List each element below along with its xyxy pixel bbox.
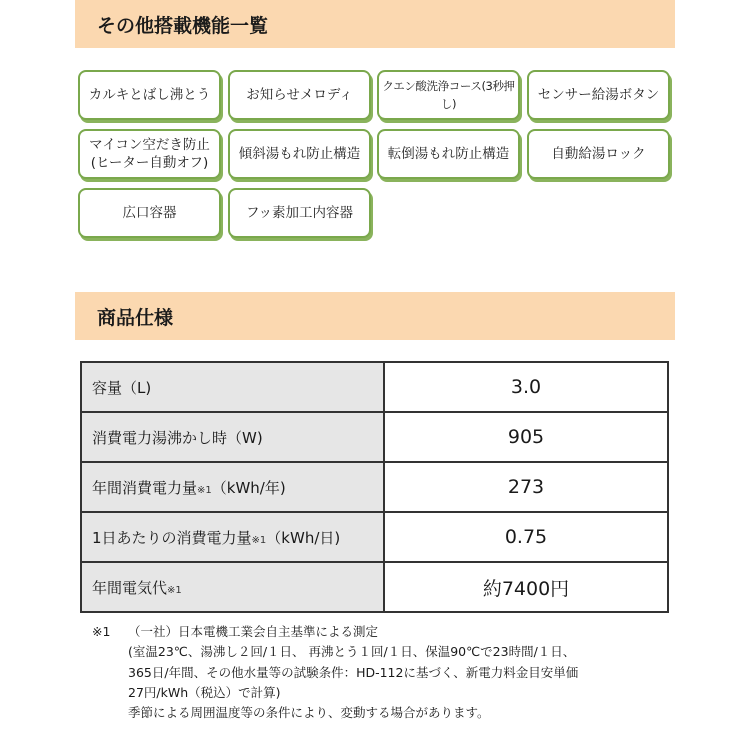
spec-value: 0.75 xyxy=(384,512,668,562)
features-section-title xyxy=(75,0,675,48)
feature-badge: 傾斜湯もれ防止構造 xyxy=(228,129,371,179)
footnote xyxy=(92,622,652,723)
spec-value: 3.0 xyxy=(384,362,668,412)
table-row xyxy=(81,412,668,462)
feature-badge: 広口容器 xyxy=(78,188,221,238)
feature-badge: フッ素加工内容器 xyxy=(228,188,371,238)
note-mark: ※1 xyxy=(197,484,212,496)
spec-value: 905 xyxy=(384,412,668,462)
feature-badge: 転倒湯もれ防止構造 xyxy=(377,129,520,179)
feature-badge: マイコン空だき防止 (ヒーター自動オフ) xyxy=(78,129,221,179)
table-row xyxy=(81,362,668,412)
footnote-ref: ※1 xyxy=(92,624,111,639)
footnote-line: ※1 （一社）日本電機工業会自主基準による測定 xyxy=(92,622,652,642)
spec-label: 年間消費電力量※1（kWh/年) xyxy=(81,462,384,512)
note-mark: ※1 xyxy=(167,584,182,596)
spec-value: 273 xyxy=(384,462,668,512)
feature-badge: お知らせメロディ xyxy=(228,70,371,120)
specs-title-text: 商品仕様 xyxy=(97,306,174,329)
table-row xyxy=(81,512,668,562)
spec-value: 約7400円 xyxy=(384,562,668,612)
specs-section-title xyxy=(75,292,675,340)
spec-label: 消費電力湯沸かし時（W) xyxy=(81,412,384,462)
feature-badge: 自動給湯ロック xyxy=(527,129,670,179)
table-row xyxy=(81,562,668,612)
feature-badge: クエン酸洗浄コース(3秒押し) xyxy=(377,70,520,120)
footnote-line: 365日/年間、その他水量等の試験条件：HD-112に基づく、新電力料金目安単価 xyxy=(128,664,579,680)
specs-table xyxy=(80,361,669,613)
feature-badge: センサー給湯ボタン xyxy=(527,70,670,120)
features-title-text: その他搭載機能一覧 xyxy=(97,14,269,37)
spec-label: 1日あたりの消費電力量※1（kWh/日) xyxy=(81,512,384,562)
footnote-line: 季節による周囲温度等の条件により、変動する場合があります。 xyxy=(128,705,490,721)
spec-label: 容量（L) xyxy=(81,362,384,412)
table-row xyxy=(81,462,668,512)
spec-label: 年間電気代※1 xyxy=(81,562,384,612)
footnote-line: (室温23℃、湯沸し２回/１日、 再沸とう１回/１日、保温90℃で23時間/１日、 xyxy=(128,644,576,660)
footnote-line: 27円/kWh（税込）で計算) xyxy=(128,684,281,700)
feature-badge: カルキとばし沸とう xyxy=(78,70,221,120)
note-mark: ※1 xyxy=(251,534,267,546)
